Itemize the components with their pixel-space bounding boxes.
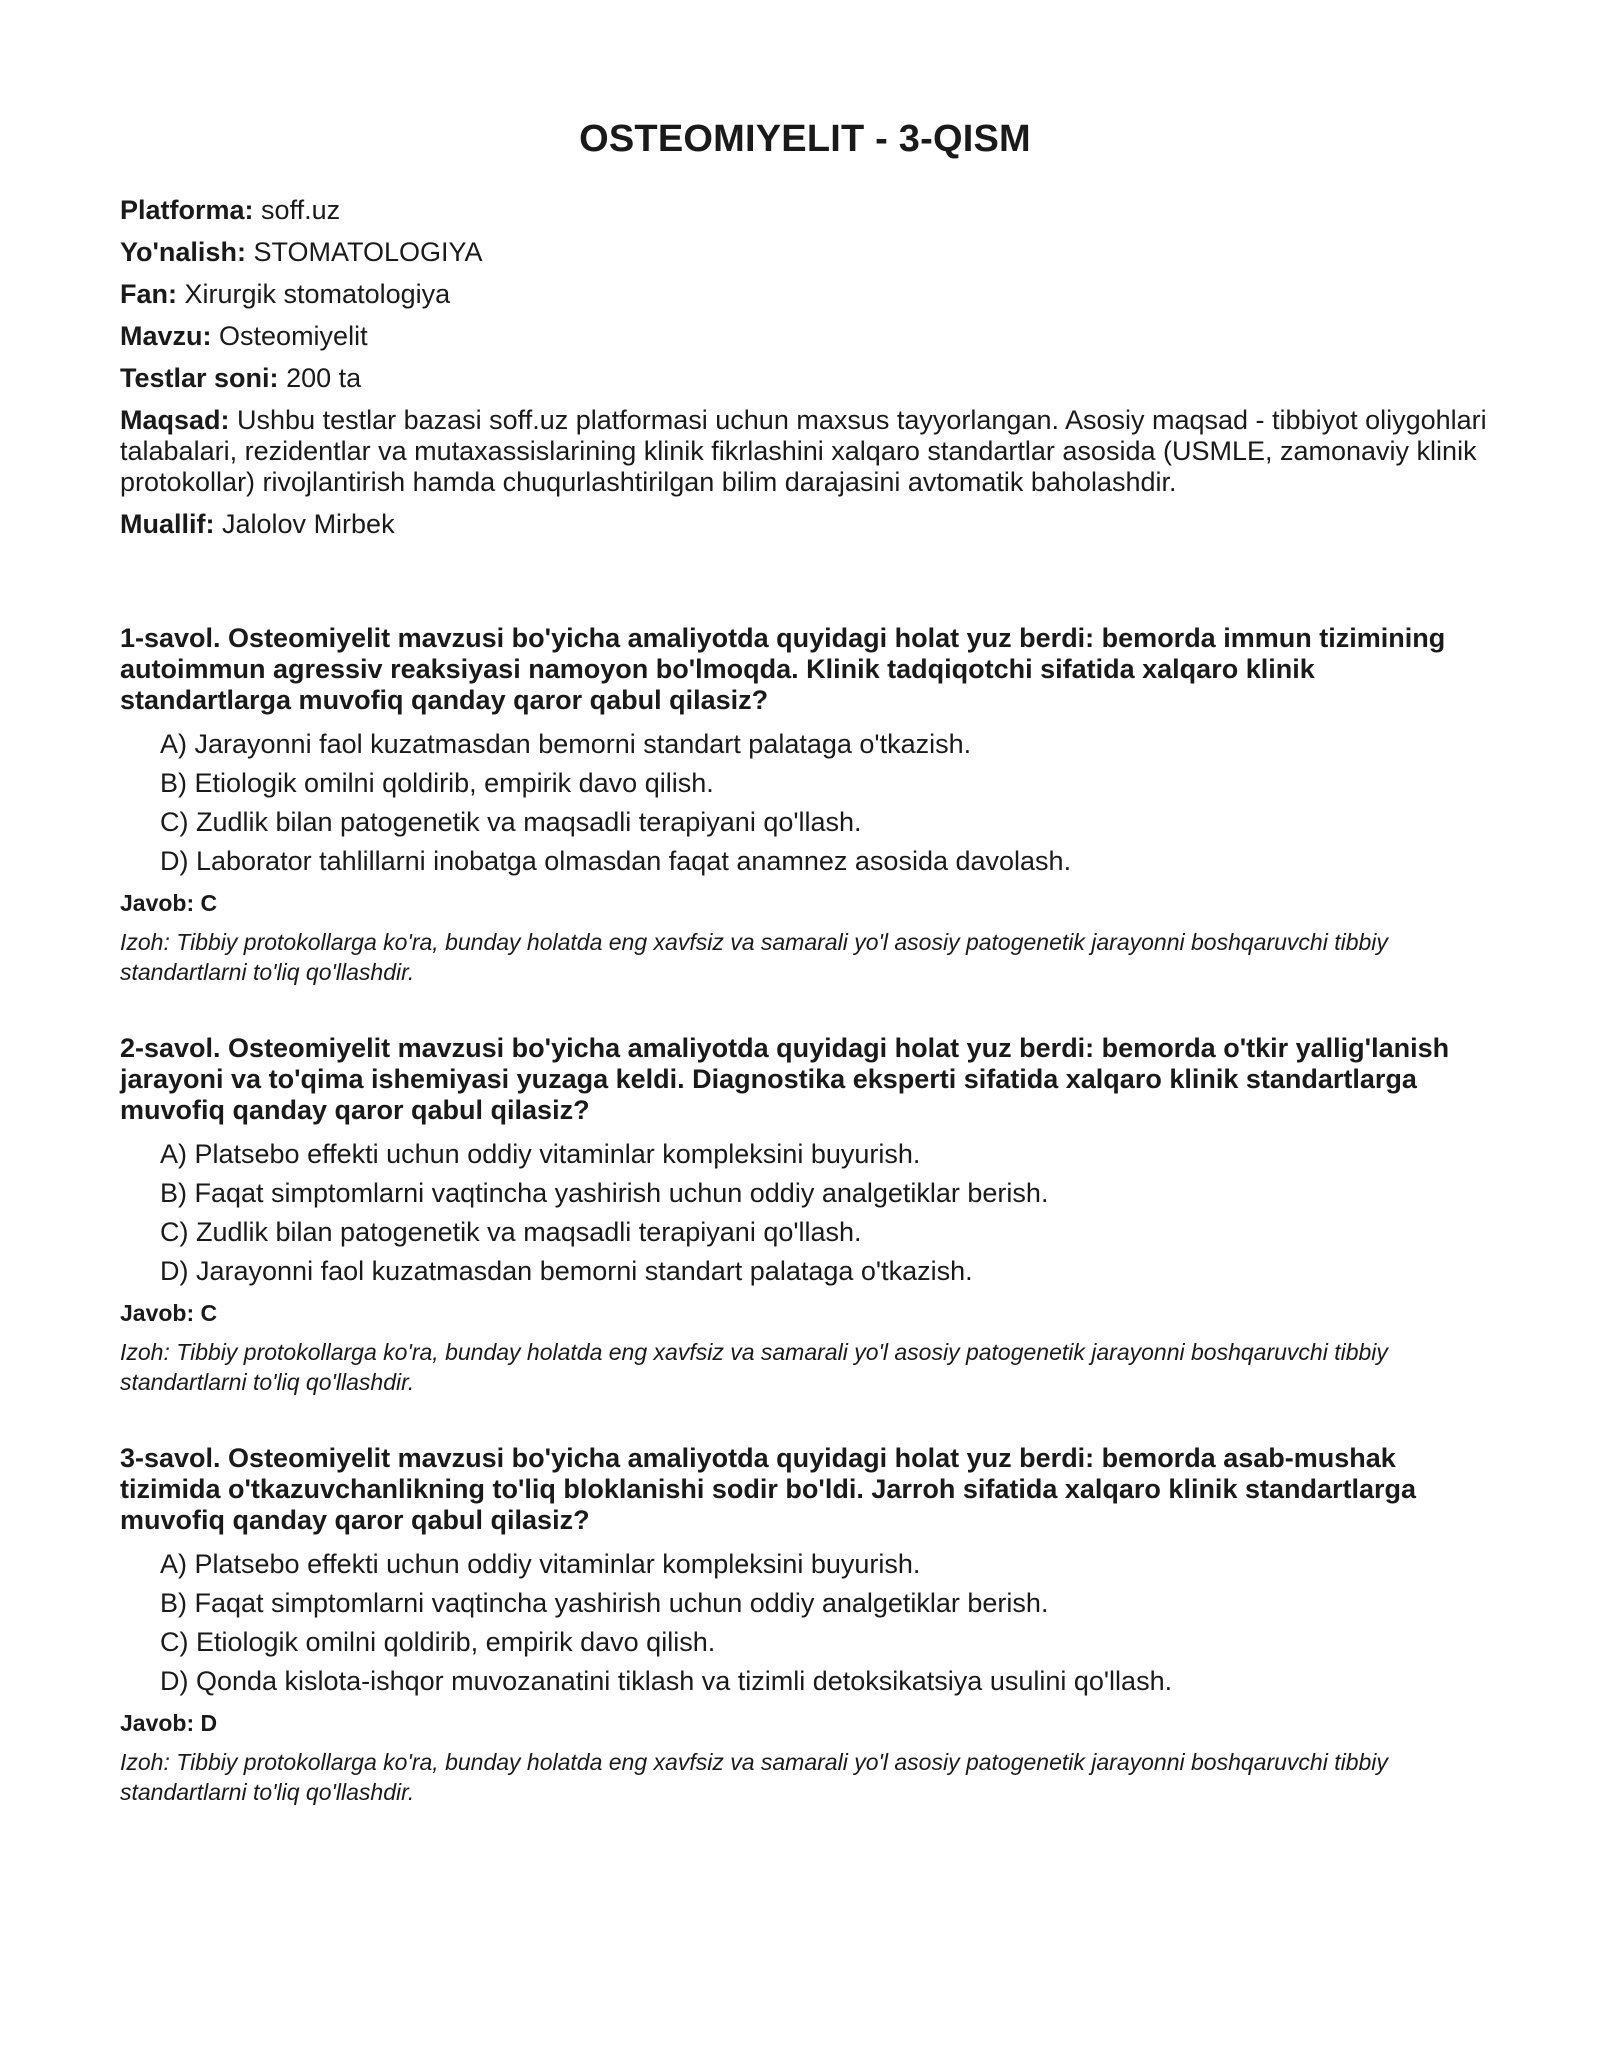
meta-label: Muallif: xyxy=(120,509,215,539)
option-c: C) Zudlik bilan patogenetik va maqsadli terapiyani qo'llash. xyxy=(160,807,862,837)
option-list xyxy=(160,729,1490,877)
page-title: OSTEOMIYELIT - 3-QISM xyxy=(579,118,1031,160)
option-d: D) Jarayonni faol kuzatmasdan bemorni standart palataga o'tkazish. xyxy=(160,1256,973,1286)
document-page xyxy=(120,118,1490,1853)
option-c: C) Etiologik omilni qoldirib, empirik davo qilish. xyxy=(160,1627,716,1657)
answer-label: Javob: C xyxy=(120,890,218,916)
meta-label: Platforma: xyxy=(120,195,254,225)
option-d: D) Qonda kislota-ishqor muvozanatini tiklash va tizimli detoksikatsiya usulini qo'llash. xyxy=(160,1666,1173,1696)
option-a: A) Platsebo effekti uchun oddiy vitaminlar kompleksini buyurish. xyxy=(160,1139,921,1169)
meta-test-count xyxy=(120,363,1490,394)
question-item xyxy=(120,1033,1490,1397)
document-meta xyxy=(120,195,1490,540)
explanation-note: Izoh: Tibbiy protokollarga ko'ra, bunday holatda eng xavfsiz va samarali yo'l asosiy patogenetik jarayonni boshqaruvchi tibbiy standartlarni to'liq qo'llashdir. xyxy=(120,1749,1388,1805)
meta-author xyxy=(120,509,1490,540)
question-item xyxy=(120,1443,1490,1807)
option-b: B) Etiologik omilni qoldirib, empirik davo qilish. xyxy=(160,768,714,798)
meta-label: Fan: xyxy=(120,279,177,309)
meta-label: Mavzu: xyxy=(120,321,212,351)
option-b: B) Faqat simptomlarni vaqtincha yashirish uchun oddiy analgetiklar berish. xyxy=(160,1588,1049,1618)
meta-value: Jalolov Mirbek xyxy=(222,509,395,539)
meta-purpose xyxy=(120,405,1490,498)
option-list xyxy=(160,1549,1490,1697)
option-c: C) Zudlik bilan patogenetik va maqsadli terapiyani qo'llash. xyxy=(160,1217,862,1247)
answer-label: Javob: D xyxy=(120,1710,218,1736)
question-item xyxy=(120,623,1490,987)
meta-value: 200 ta xyxy=(286,363,362,393)
meta-label: Yo'nalish: xyxy=(120,237,246,267)
meta-platform xyxy=(120,195,1490,226)
question-text: 2-savol. Osteomiyelit mavzusi bo'yicha amaliyotda quyidagi holat yuz berdi: bemorda o'tkir yallig'lanish jarayoni va to'qima ishemiyasi yuzaga keldi. Diagnostika eksperti sifatida xalqaro klinik standartlarga muvofiq qanday qaror qabul qilasiz? xyxy=(120,1033,1450,1125)
meta-value: STOMATOLOGIYA xyxy=(253,237,483,267)
question-list xyxy=(120,623,1490,1807)
explanation-note: Izoh: Tibbiy protokollarga ko'ra, bunday holatda eng xavfsiz va samarali yo'l asosiy patogenetik jarayonni boshqaruvchi tibbiy standartlarni to'liq qo'llashdir. xyxy=(120,929,1388,985)
meta-value: Ushbu testlar bazasi soff.uz platformasi uchun maxsus tayyorlangan. Asosiy maqsad - tibbiyot oliygohlari talabalari, rezidentlar va mutaxassislarining klinik fikrlashini xalqaro standartlar asosida (USMLE, zamonaviy klinik protokollar) rivojlantirish hamda chuqurlashtirilgan bilim darajasini avtomatik baholashdir. xyxy=(120,405,1487,497)
option-d: D) Laborator tahlillarni inobatga olmasdan faqat anamnez asosida davolash. xyxy=(160,846,1072,876)
option-a: A) Jarayonni faol kuzatmasdan bemorni standart palataga o'tkazish. xyxy=(160,729,972,759)
meta-topic xyxy=(120,321,1490,352)
meta-value: Osteomiyelit xyxy=(219,321,368,351)
meta-value: soff.uz xyxy=(261,195,341,225)
option-list xyxy=(160,1139,1490,1287)
meta-label: Testlar soni: xyxy=(120,363,279,393)
question-text: 3-savol. Osteomiyelit mavzusi bo'yicha amaliyotda quyidagi holat yuz berdi: bemorda asab-mushak tizimida o'tkazuvchanlikning to'liq bloklanishi sodir bo'ldi. Jarroh sifatida xalqaro klinik standartlarga muvofiq qanday qaror qabul qilasiz? xyxy=(120,1443,1417,1535)
question-text: 1-savol. Osteomiyelit mavzusi bo'yicha amaliyotda quyidagi holat yuz berdi: bemorda immun tizimining autoimmun agressiv reaksiyasi namoyon bo'lmoqda. Klinik tadqiqotchi sifatida xalqaro klinik standartlarga muvofiq qanday qaror qabul qilasiz? xyxy=(120,623,1446,715)
option-a: A) Platsebo effekti uchun oddiy vitaminlar kompleksini buyurish. xyxy=(160,1549,921,1579)
option-b: B) Faqat simptomlarni vaqtincha yashirish uchun oddiy analgetiklar berish. xyxy=(160,1178,1049,1208)
meta-value: Xirurgik stomatologiya xyxy=(184,279,451,309)
meta-subject xyxy=(120,279,1490,310)
meta-label: Maqsad: xyxy=(120,405,230,435)
meta-direction xyxy=(120,237,1490,268)
answer-label: Javob: C xyxy=(120,1300,218,1326)
explanation-note: Izoh: Tibbiy protokollarga ko'ra, bunday holatda eng xavfsiz va samarali yo'l asosiy patogenetik jarayonni boshqaruvchi tibbiy standartlarni to'liq qo'llashdir. xyxy=(120,1339,1388,1395)
